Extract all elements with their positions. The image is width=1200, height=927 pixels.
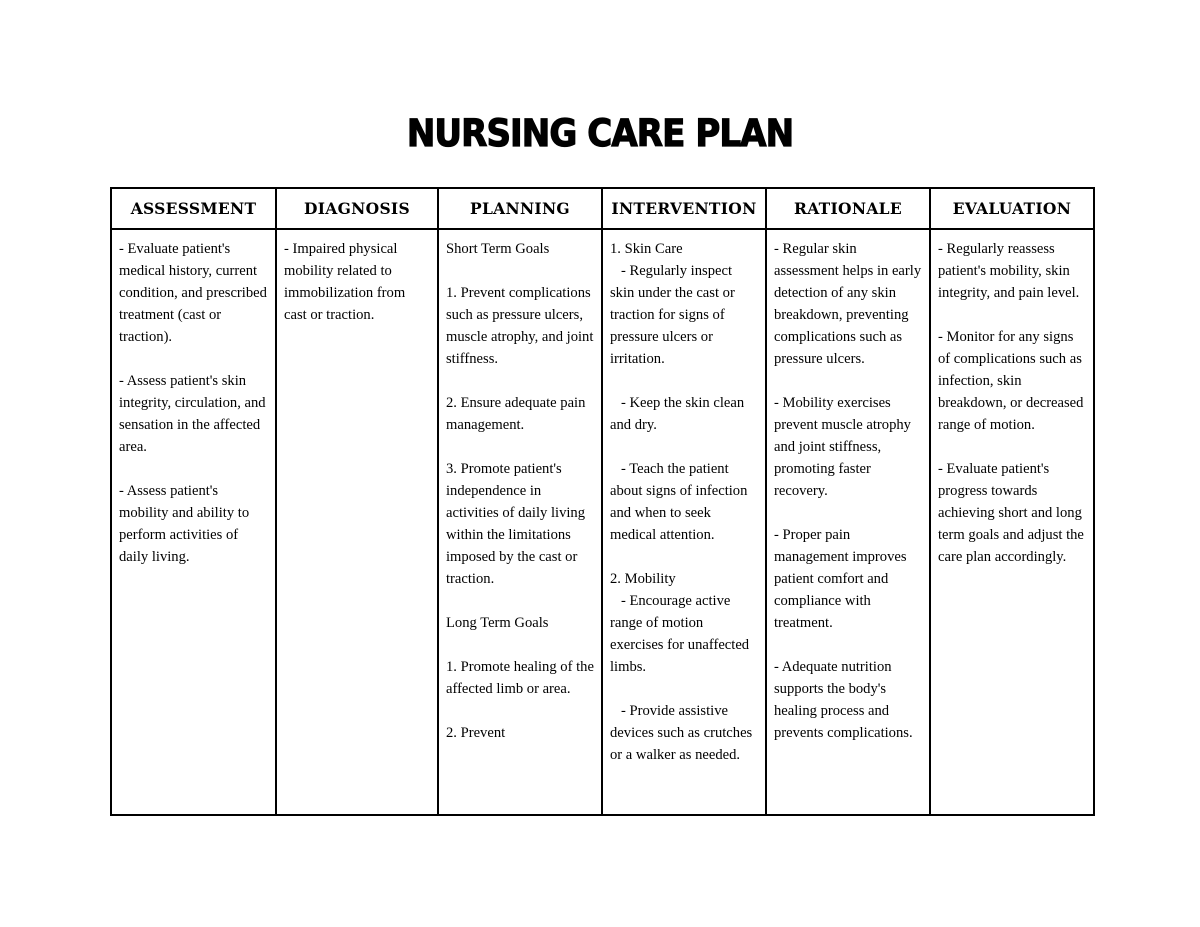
intervention-text: 1. Skin Care - Regularly inspect skin under the cast or traction for signs of pressure ulcers or irritation. - Keep the skin clean and dry. - Teach the patient about signs of infection and when to seek medical attention. 2. Mobility - Encourage active range of motion exercises for unaffected limbs. - Provide assistive devices such as crutches or a walker as needed.	[610, 241, 753, 763]
care-plan-table	[110, 187, 1095, 816]
header-diagnosis: DIAGNOSIS	[276, 188, 438, 229]
table-header-row	[111, 188, 1094, 229]
rationale-text: - Regular skin assessment helps in early detection of any skin breakdown, preventing complications such as pressure ulcers. - Mobility exercises prevent muscle atrophy and joint stiffness, promoting faster recovery. - Proper pain management improves patient comfort and compliance with treatment. - Adequate nutrition supports the body's healing process and prevents complications.	[774, 241, 922, 741]
cell-rationale	[766, 229, 930, 815]
header-evaluation: EVALUATION	[930, 188, 1094, 229]
cell-assessment	[111, 229, 276, 815]
header-planning: PLANNING	[438, 188, 602, 229]
table-row	[111, 229, 1094, 815]
cell-diagnosis	[276, 229, 438, 815]
evaluation-text: - Regularly reassess patient's mobility, skin integrity, and pain level. - Monitor for any signs of complications such as infection, skin breakdown, or decreased range of motion. - Evaluate patient's progress towards achieving short and long term goals and adjust the care plan accordingly.	[938, 241, 1084, 565]
planning-text: Short Term Goals 1. Prevent complications such as pressure ulcers, muscle atrophy, and joint stiffness. 2. Ensure adequate pain management. 3. Promote patient's independence in activities of daily living within the limitations imposed by the cast or traction. Long Term Goals 1. Promote healing of the affected limb or area. 2. Prevent	[446, 241, 594, 741]
assessment-text: - Evaluate patient's medical history, current condition, and prescribed treatment (cast or traction). - Assess patient's skin integrity, circulation, and sensation in the affected area. - Assess patient's mobility and ability to perform activities of daily living.	[119, 241, 267, 565]
cell-planning	[438, 229, 602, 815]
diagnosis-text: - Impaired physical mobility related to immobilization from cast or traction.	[284, 241, 409, 323]
header-rationale: RATIONALE	[766, 188, 930, 229]
header-intervention: INTERVENTION	[602, 188, 766, 229]
header-assessment: ASSESSMENT	[111, 188, 276, 229]
cell-evaluation	[930, 229, 1094, 815]
cell-intervention	[602, 229, 766, 815]
document-title: NURSING CARE PLAN	[406, 112, 794, 155]
